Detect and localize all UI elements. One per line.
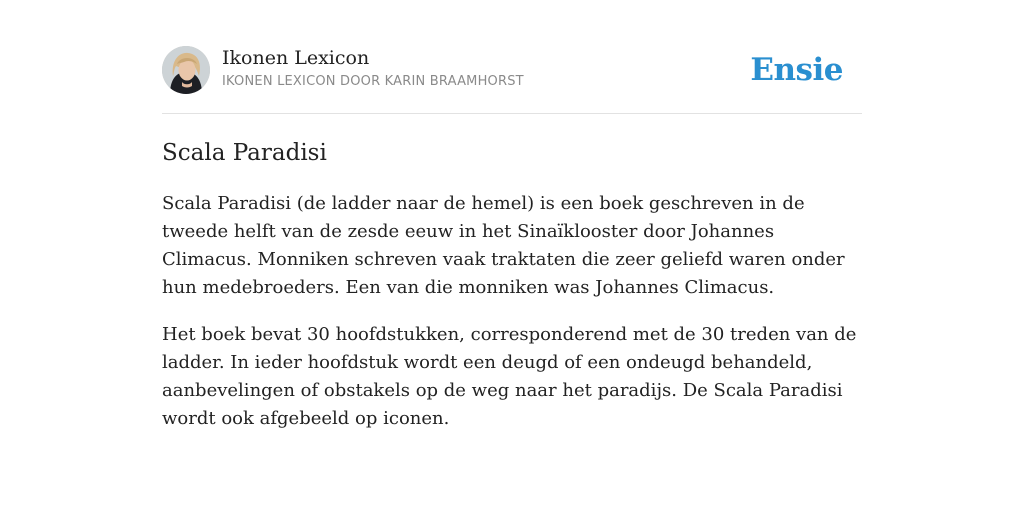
avatar[interactable]	[162, 46, 210, 94]
author-portrait-icon	[162, 46, 210, 94]
article-title: Scala Paradisi	[162, 140, 327, 166]
author-header	[162, 46, 862, 96]
header-divider	[162, 113, 862, 114]
article-body	[162, 190, 862, 452]
author-name[interactable]: Ikonen Lexicon	[222, 47, 370, 69]
author-subtitle: IKONEN LEXICON DOOR KARIN BRAAMHORST	[222, 74, 524, 89]
article-paragraph: Scala Paradisi (de ladder naar de hemel) is een boek geschreven in de tweede helft van de zesde eeuw in het Sinaïklooster door Johannes Climacus. Monniken schreven vaak traktaten die zeer geliefd waren onder hun medebroeders. Een van die monniken was Johannes Climacus.	[162, 193, 845, 298]
brand-logo[interactable]: Ensie	[750, 52, 843, 88]
article-paragraph: Het boek bevat 30 hoofdstukken, corresponderend met de 30 treden van de ladder. In ieder hoofdstuk wordt een deugd of een ondeugd behandeld, aanbevelingen of obstakels op de weg naar het paradijs. De Scala Paradisi wordt ook afgebeeld op iconen.	[162, 324, 857, 429]
